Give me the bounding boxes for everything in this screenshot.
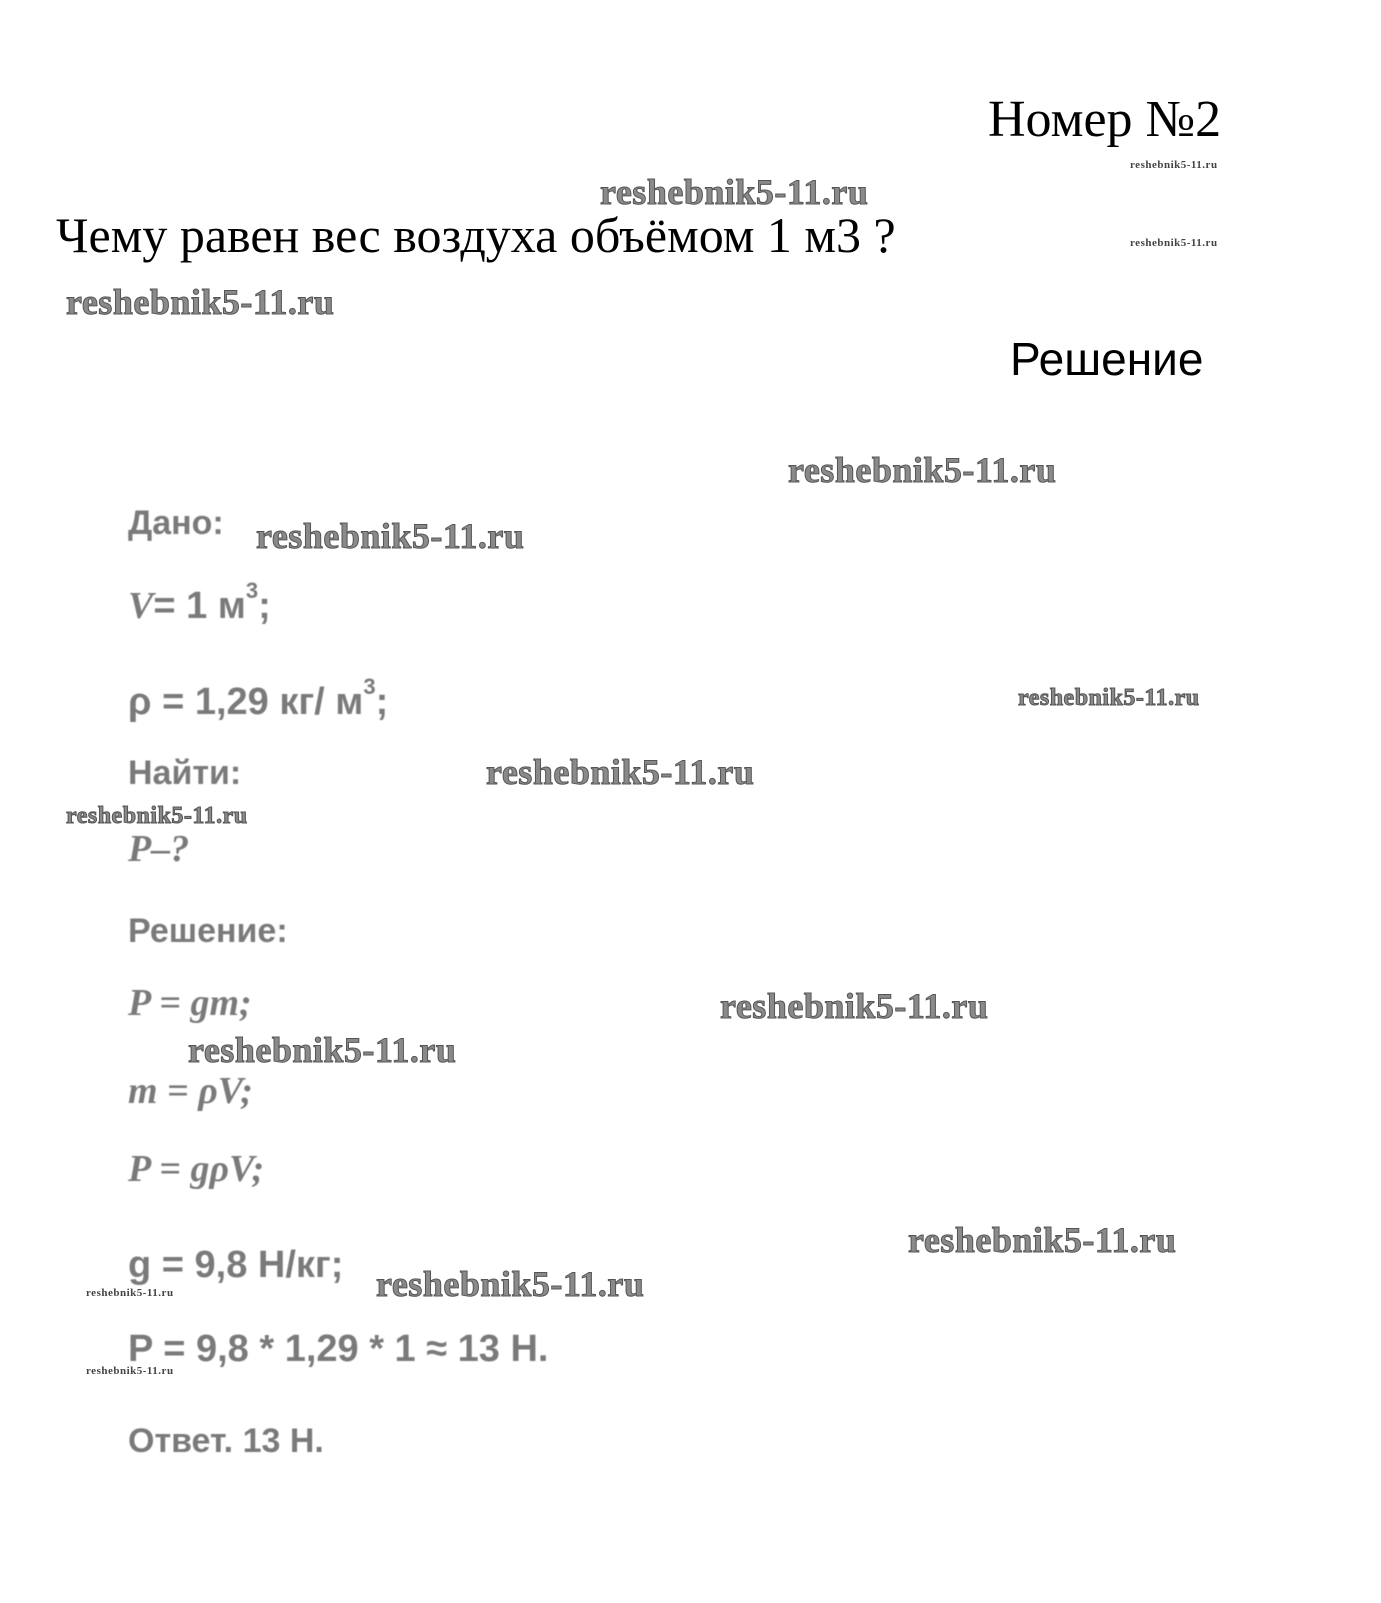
watermark: reshebnik5-11.ru (1130, 159, 1218, 171)
formula-mass (128, 1072, 253, 1110)
volume-variable: V (128, 585, 154, 627)
watermark: reshebnik5-11.ru (1018, 685, 1200, 711)
density-exponent: 3 (363, 674, 376, 699)
watermark: reshebnik5-11.ru (376, 1264, 645, 1304)
answer-line: Ответ. 13 Н. (128, 1422, 324, 1460)
watermark: reshebnik5-11.ru (66, 803, 248, 829)
volume-exponent: 3 (245, 578, 259, 603)
volume-end: ; (258, 585, 271, 627)
formula-mass-text: m = ρV; (128, 1070, 253, 1112)
volume-value: = 1 м (153, 585, 246, 627)
density-value: ρ = 1,29 кг/ м (128, 681, 364, 723)
watermark: reshebnik5-11.ru (720, 986, 989, 1026)
watermark: reshebnik5-11.ru (908, 1220, 1177, 1260)
watermark: reshebnik5-11.ru (66, 282, 335, 322)
volume-line (128, 580, 271, 625)
given-label: Дано: (128, 504, 224, 542)
find-label: Найти: (128, 754, 242, 792)
density-line (128, 676, 388, 721)
watermark: reshebnik5-11.ru (86, 1365, 174, 1377)
calculation-line: P = 9,8 * 1,29 * 1 ≈ 13 Н. (128, 1328, 549, 1370)
watermark: reshebnik5-11.ru (256, 516, 525, 556)
find-value (128, 830, 189, 868)
question-text: Чему равен вес воздуха объёмом 1 м3 ? (56, 207, 896, 263)
formula-weight (128, 984, 252, 1022)
formula-weight-density-text: P = gρV; (128, 1148, 265, 1190)
watermark: reshebnik5-11.ru (486, 752, 755, 792)
find-value-text: P–? (128, 828, 190, 870)
solution-label: Решение: (128, 912, 288, 950)
page-number-title: Номер №2 (988, 91, 1222, 148)
solution-heading: Решение (1010, 333, 1204, 385)
watermark: reshebnik5-11.ru (188, 1030, 457, 1070)
watermark: reshebnik5-11.ru (86, 1287, 174, 1299)
watermark: reshebnik5-11.ru (788, 450, 1057, 490)
formula-weight-text: P = gm; (128, 982, 252, 1024)
density-end: ; (375, 681, 389, 723)
gravity-line: g = 9,8 Н/кг; (128, 1244, 344, 1286)
watermark: reshebnik5-11.ru (600, 172, 869, 212)
formula-weight-density (128, 1150, 264, 1188)
watermark: reshebnik5-11.ru (1130, 237, 1218, 249)
